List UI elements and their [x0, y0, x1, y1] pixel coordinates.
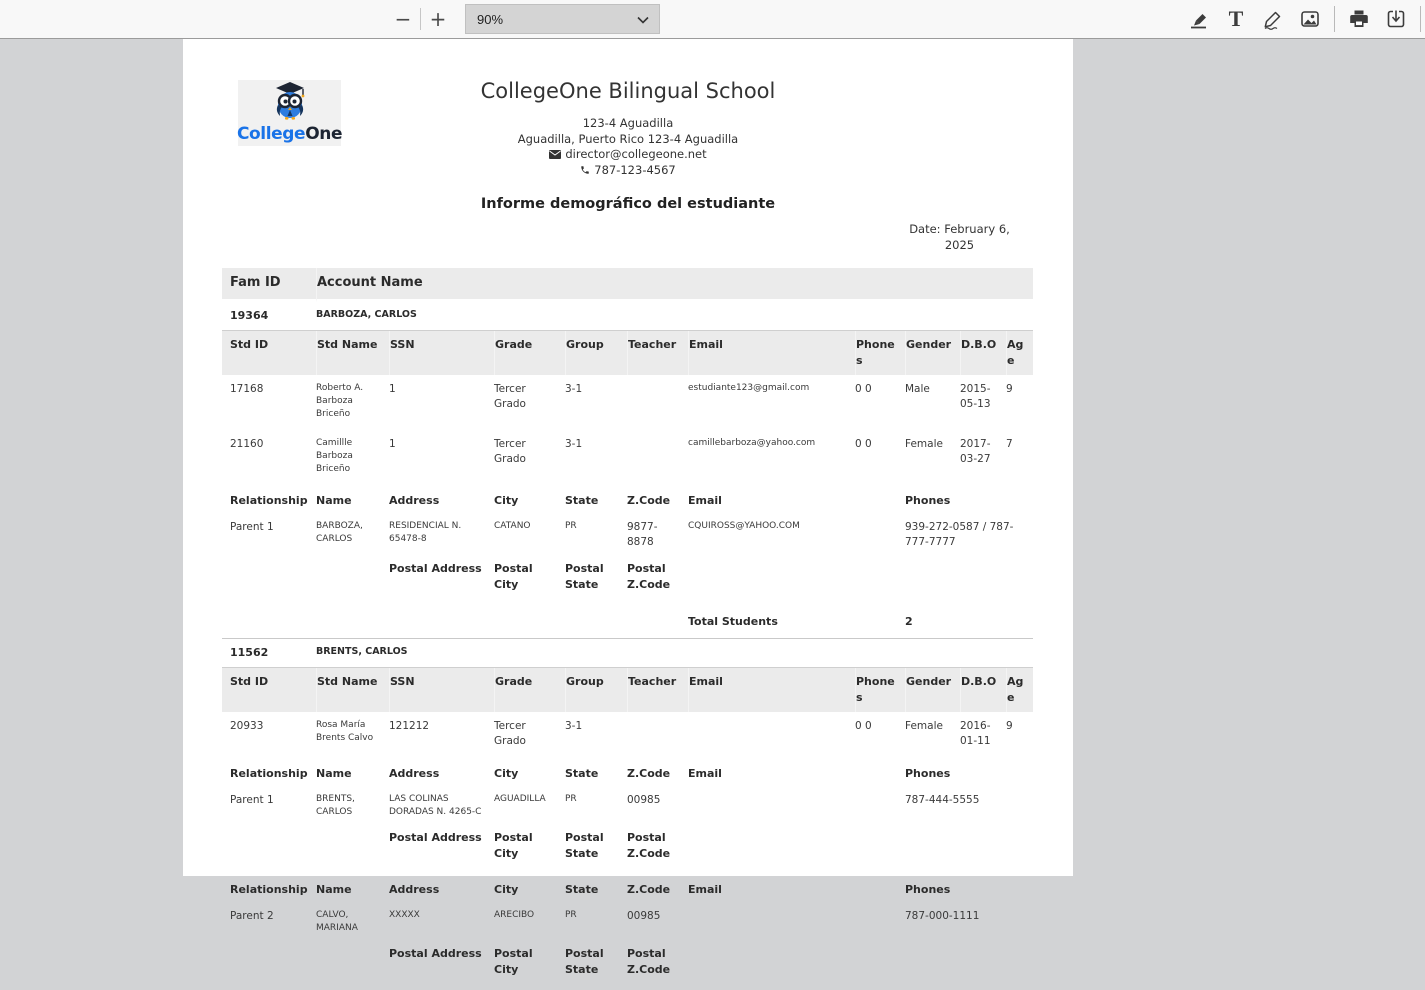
logo-wordmark: CollegeOne	[236, 124, 343, 144]
school-name: CollegeOne Bilingual School	[480, 79, 776, 103]
toolbar-divider	[1420, 6, 1421, 32]
relationship-header-row: Relationship Name Address City State Z.Code Email Phones	[230, 767, 951, 781]
parent-row: Parent 1 BARBOZA, CARLOS RESIDENCIAL N. 65478-8 CATANO PR 9877-8878 CQUIROSS@YAHOO.COM 939-272-0587 / 787-777-7777	[230, 520, 1014, 549]
school-address-line1: 123-4 Aguadilla	[582, 116, 674, 130]
toolbar-divider	[1334, 6, 1335, 32]
pencil-icon[interactable]	[1260, 6, 1286, 32]
report-table-container	[222, 268, 1033, 990]
highlighter-icon[interactable]	[1186, 6, 1212, 32]
relationship-header-row: Relationship Name Address City State Z.Code Email Phones	[230, 883, 951, 897]
account-row: 11562 BRENTS, CARLOS	[222, 639, 1033, 668]
school-phone-line: 787-123-4567	[183, 163, 1073, 179]
report-date: Date: February 6, 2025	[909, 222, 1010, 252]
annotation-tools	[1186, 0, 1421, 38]
phone-icon	[580, 165, 590, 175]
zoom-level-select[interactable]	[465, 4, 660, 34]
student-row: 21160 Camillle Barboza Briceño 1 Tercer Grado 3-1 camillebarboza@yahoo.com 0 0 Female 2017-03-27 7	[230, 437, 1013, 474]
download-icon[interactable]	[1383, 6, 1409, 32]
student-header-row: Std ID Std Name SSN Grade Group Teacher Email Phones Gender D.B.O Age	[222, 668, 1033, 712]
zoom-level-value: 90%	[477, 11, 504, 27]
relationship-header-row: Relationship Name Address City State Z.Code Email Phones	[230, 493, 951, 507]
postal-header-row: Postal Address Postal City Postal State Postal Z.Code	[389, 562, 671, 592]
chevron-down-icon	[637, 12, 649, 27]
report-title: Informe demográfico del estudiante	[480, 196, 776, 212]
total-students-row: Total Students 2	[222, 605, 1033, 639]
student-row: 20933 Rosa María Brents Calvo 121212 Tercer Grado 3-1 0 0 Female 2016-01-11 9	[230, 719, 1013, 748]
toolbar-divider	[420, 8, 421, 30]
print-icon[interactable]	[1346, 6, 1372, 32]
text-icon[interactable]: T	[1223, 6, 1249, 32]
student-header-row: Std ID Std Name SSN Grade Group Teacher Email Phones Gender D.B.O Age	[222, 331, 1033, 375]
document-page	[183, 39, 1073, 977]
zoom-controls	[388, 0, 660, 38]
school-address-line2: Aguadilla, Puerto Rico 123-4 Aguadilla	[517, 131, 739, 146]
postal-header-row: Postal Address Postal City Postal State Postal Z.Code	[389, 831, 671, 861]
parent-row: Parent 2 CALVO, MARIANA XXXXX ARECIBO PR 00985 787-000-1111	[230, 910, 980, 934]
parent-row: Parent 1 BRENTS, CARLOS LAS COLINAS DORADAS N. 4265-C AGUADILLA PR 00985 787-444-5555	[230, 794, 980, 818]
student-row: 17168 Roberto A. Barboza Briceño 1 Tercer Grado 3-1 estudiante123@gmail.com 0 0 Male 2015-05-13 9	[230, 382, 1013, 419]
envelope-icon	[549, 150, 561, 159]
zoom-in-button[interactable]: +	[423, 4, 453, 34]
report-table	[222, 268, 1033, 990]
postal-header-row: Postal Address Postal City Postal State Postal Z.Code	[389, 947, 671, 977]
school-email-line: director@collegeone.net	[183, 147, 1073, 163]
family-header-row: Fam ID Account Name	[222, 268, 1033, 302]
school-header	[183, 79, 1073, 178]
account-row: 19364 BARBOZA, CARLOS	[222, 302, 1033, 331]
zoom-out-button[interactable]: −	[388, 4, 418, 34]
image-icon[interactable]	[1297, 6, 1323, 32]
pdf-toolbar	[0, 0, 1425, 39]
